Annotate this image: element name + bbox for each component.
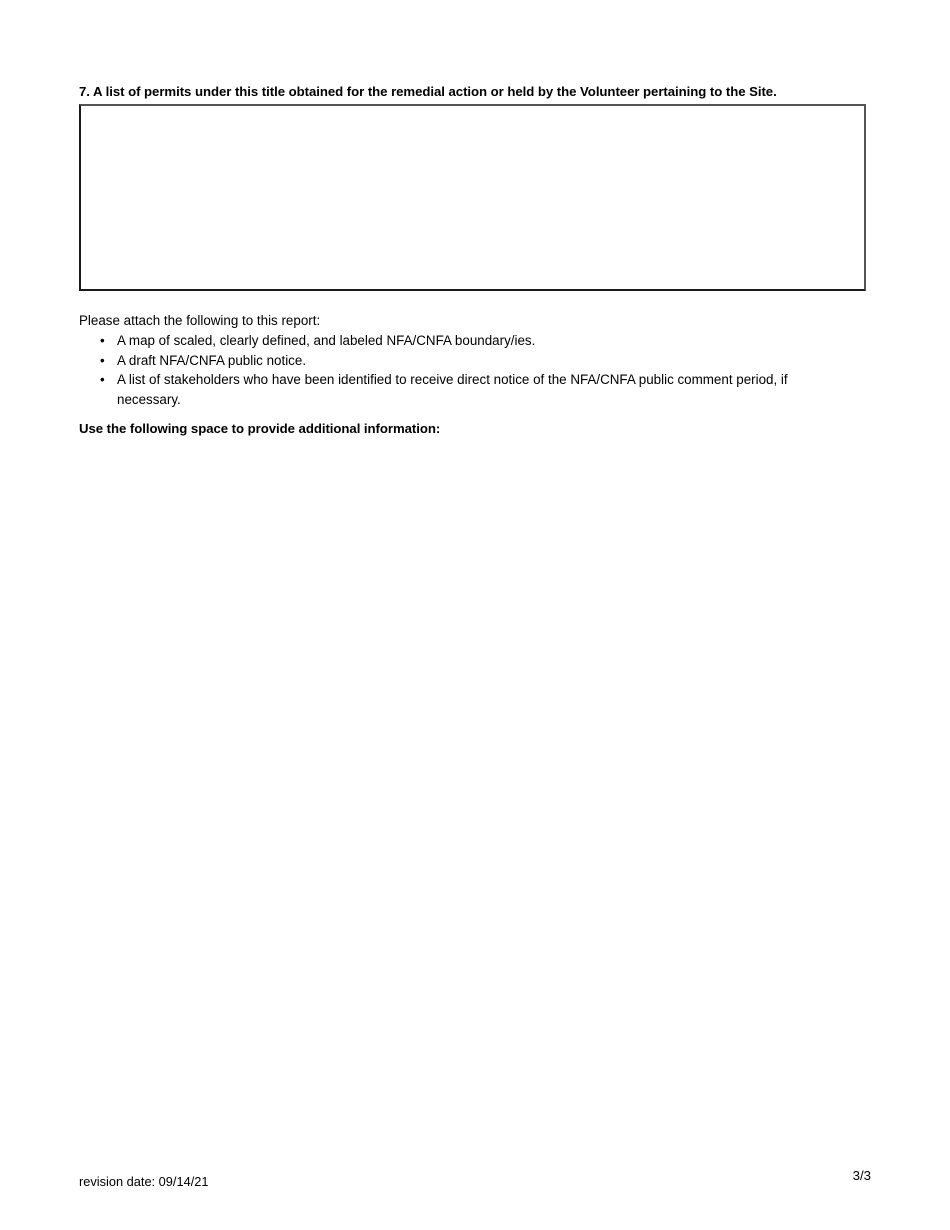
attachments-intro: Please attach the following to this report: — [79, 313, 321, 328]
footer-page-number: 3/3 — [852, 1168, 871, 1183]
bullet-icon: • — [100, 372, 105, 388]
section-7-answer-text — [81, 106, 864, 128]
list-item-label: A map of scaled, clearly defined, and labeled NFA/CNFA boundary/ies. — [117, 333, 536, 348]
list-item — [79, 370, 839, 409]
list-item — [79, 351, 839, 371]
list-item-label: A list of stakeholders who have been identified to receive direct notice of the NFA/CNFA public comment period, if necessary. — [117, 372, 788, 407]
attachments-list — [79, 331, 839, 409]
section-7-heading: 7. A list of permits under this title obtained for the remedial action or held by the Volunteer pertaining to the Site. — [79, 84, 777, 99]
bullet-icon: • — [100, 333, 105, 348]
list-item — [79, 331, 839, 351]
section-7-answer-box[interactable] — [79, 104, 866, 291]
list-item-label: A draft NFA/CNFA public notice. — [117, 352, 307, 368]
bullet-icon: • — [100, 352, 105, 368]
additional-information-heading: Use the following space to provide additional information: — [79, 421, 441, 436]
footer-revision-date: revision date: 09/14/21 — [79, 1174, 209, 1189]
additional-information-area[interactable] — [79, 446, 866, 1146]
